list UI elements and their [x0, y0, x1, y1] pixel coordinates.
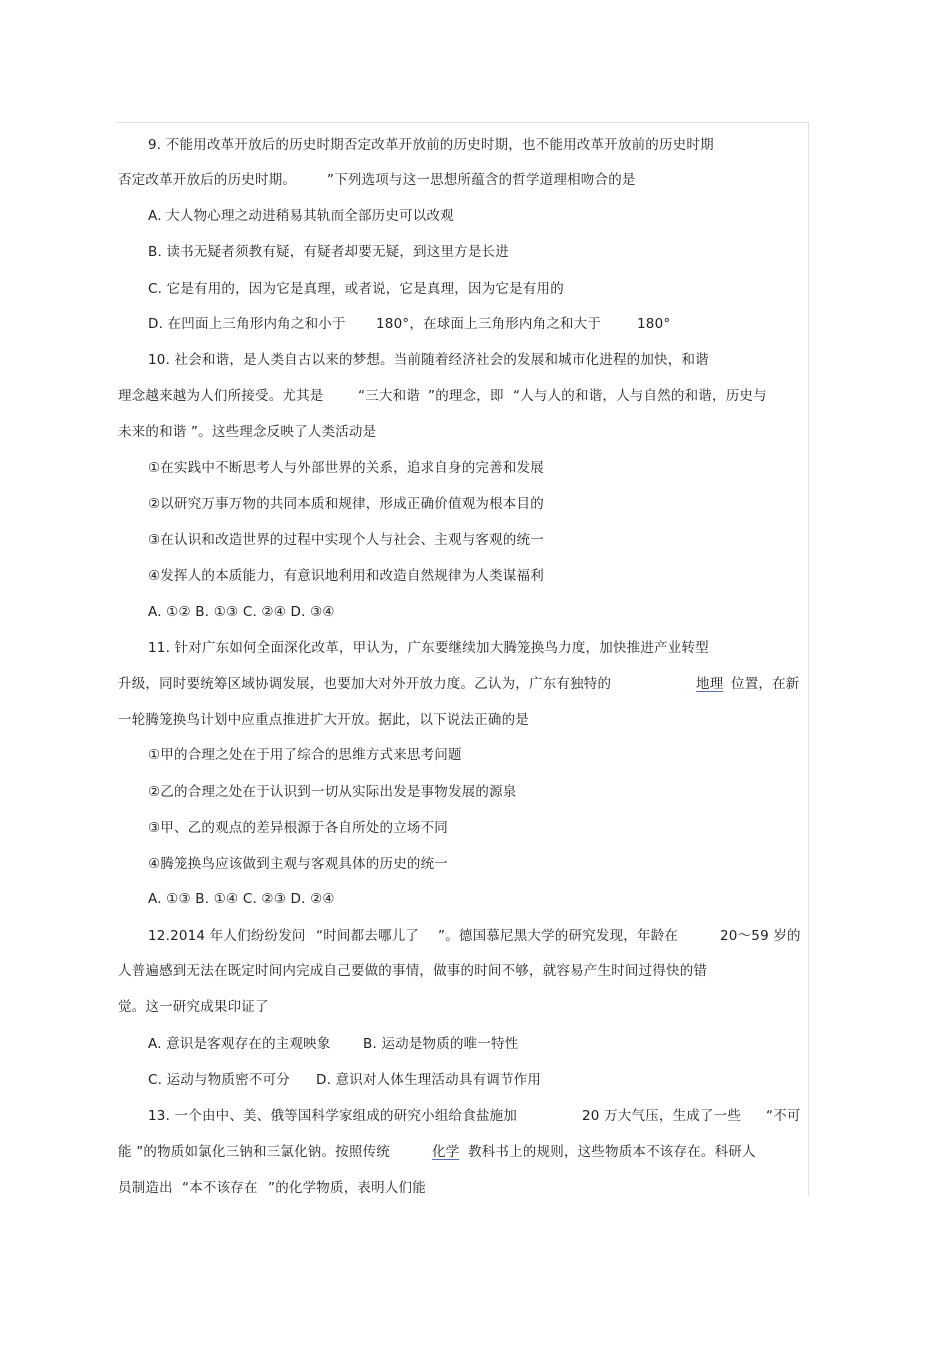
- q11-stem-line-3: 一轮腾笼换鸟计划中应重点推进扩大开放。据此，以下说法正确的是: [118, 712, 529, 728]
- q11-item-1: ①甲的合理之处在于用了综合的思维方式来思考问题: [148, 747, 462, 763]
- q13-stem-line-1b: 20 万大气压，生成了一些: [582, 1108, 742, 1124]
- q12-option-c: C. 运动与物质密不可分: [148, 1072, 290, 1088]
- q9-stem-line-2a: 否定改革开放后的历史时期。: [118, 172, 297, 188]
- q13-stem-line-3a: 员制造出: [118, 1180, 173, 1196]
- q10-stem-line-2d: “人与人的和谐，人与自然的和谐，历史与: [513, 388, 767, 404]
- q10-options: A. ①② B. ①③ C. ②④ D. ③④: [148, 604, 335, 620]
- q11-options: A. ①③ B. ①④ C. ②③ D. ②④: [148, 891, 335, 907]
- q10-item-3: ③在认识和改造世界的过程中实现个人与社会、主观与客观的统一: [148, 532, 544, 548]
- q11-item-3: ③甲、乙的观点的差异根源于各自所处的立场不同: [148, 820, 449, 836]
- q11-stem-line-1: 11. 针对广东如何全面深化改革，甲认为，广东要继续加大腾笼换鸟力度，加快推进产业转型: [148, 640, 709, 656]
- q10-item-2: ②以研究万事万物的共同本质和规律，形成正确价值观为根本目的: [148, 496, 544, 512]
- q13-stem-line-2a: 能 ”的物质如氯化三钠和三氯化钠。按照传统: [118, 1144, 390, 1160]
- q10-stem-line-2a: 理念越来越为人们所接受。尤其是: [118, 388, 324, 404]
- q12-stem-line-1d: 20～59 岁的: [720, 928, 801, 944]
- q13-stem-line-2c: 教科书上的规则，这些物质本不该存在。科研人: [468, 1144, 756, 1160]
- q12-option-a: A. 意识是客观存在的主观映象: [148, 1036, 331, 1052]
- q10-stem-line-2b: “三大和谐: [358, 388, 420, 404]
- q10-item-4: ④发挥人的本质能力，有意识地利用和改造自然规律为人类谋福利: [148, 568, 544, 584]
- q9-stem-line-1: 9. 不能用改革开放后的历史时期否定改革开放前的历史时期，也不能用改革开放前的历史时期: [148, 137, 714, 153]
- q13-stem-line-1a: 13. 一个由中、美、俄等国科学家组成的研究小组给食盐施加: [148, 1108, 518, 1124]
- page-border-right: [808, 122, 809, 1196]
- q12-option-d: D. 意识对人体生理活动具有调节作用: [316, 1072, 542, 1088]
- q12-option-b: B. 运动是物质的唯一特性: [363, 1036, 519, 1052]
- q11-underlined-word: 地理: [696, 676, 724, 692]
- q9-option-d-part-3: 180°: [637, 316, 671, 332]
- q9-option-d-part-1: D. 在凹面上三角形内角之和小于: [148, 316, 346, 332]
- q10-stem-line-2c: ”的理念，即: [428, 388, 504, 404]
- q13-stem-line-3b: “本不该存在: [182, 1180, 258, 1196]
- q9-option-a: A. 大人物心理之动进稍易其轨而全部历史可以改观: [148, 208, 454, 224]
- q13-underlined-word: 化学: [432, 1144, 460, 1160]
- q12-stem-line-1c: ”。德国慕尼黑大学的研究发现，年龄在: [438, 928, 679, 944]
- q12-stem-line-2: 人普遍感到无法在既定时间内完成自己要做的事情，做事的时间不够，就容易产生时间过得快的错: [118, 963, 708, 979]
- q11-stem-line-2c: 位置，在新: [731, 676, 800, 692]
- page-border-top: [116, 122, 808, 123]
- q12-stem-line-1a: 12.2014 年人们纷纷发问: [148, 928, 306, 944]
- q12-stem-line-1b: “时间都去哪儿了: [316, 928, 420, 944]
- q10-stem-line-3: 未来的和谐 ”。这些理念反映了人类活动是: [118, 424, 377, 440]
- q10-item-1: ①在实践中不断思考人与外部世界的关系，追求自身的完善和发展: [148, 460, 544, 476]
- q13-stem-line-3c: ”的化学物质，表明人们能: [268, 1180, 426, 1196]
- q9-stem-line-2b: ”下列选项与这一思想所蕴含的哲学道理相吻合的是: [327, 172, 636, 188]
- q11-item-2: ②乙的合理之处在于认识到一切从实际出发是事物发展的源泉: [148, 784, 517, 800]
- q12-stem-line-3: 觉。这一研究成果印证了: [118, 999, 269, 1015]
- q9-option-c: C. 它是有用的，因为它是真理，或者说，它是真理，因为它是有用的: [148, 281, 564, 297]
- q10-stem-line-1: 10. 社会和谐，是人类自古以来的梦想。当前随着经济社会的发展和城市化进程的加快，和谐: [148, 352, 709, 368]
- q9-option-b: B. 读书无疑者须教有疑，有疑者却要无疑，到这里方是长进: [148, 244, 509, 260]
- q11-stem-line-2a: 升级，同时要统筹区域协调发展，也要加大对外开放力度。乙认为，广东有独特的: [118, 676, 612, 692]
- q13-stem-line-1c: “不可: [766, 1108, 801, 1124]
- q9-option-d-part-2: 180°，在球面上三角形内角之和大于: [376, 316, 602, 332]
- q11-item-4: ④腾笼换鸟应该做到主观与客观具体的历史的统一: [148, 856, 449, 872]
